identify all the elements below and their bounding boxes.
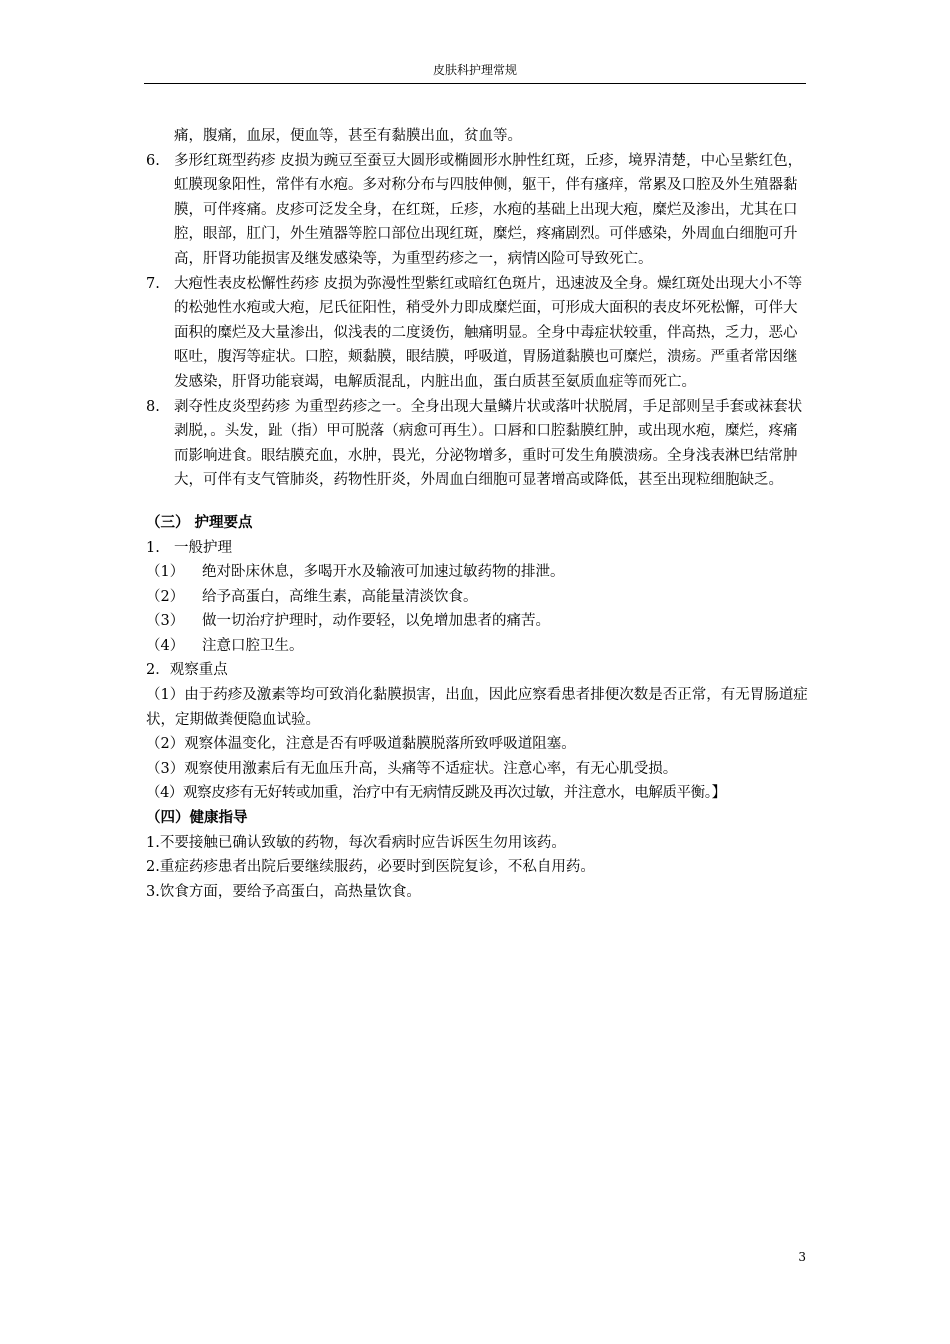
list-item-number: 8. bbox=[146, 398, 160, 415]
list-item-text: 剥夺性皮炎型药疹 为重型药疹之一。全身出现大量鳞片状或落叶状脱屑，手足部则呈手套或袜套状剥脱，。头发，趾（指）甲可脱落（病愈可再生）。口唇和口腔黏膜红肿，或出现水疱，糜烂，疼痛而影响进食。眼结膜充血，水肿，畏光，分泌物增多，重时可发生角膜溃疡。全身浅表淋巴结常肿大，可伴有支气管肺炎，药物性肝炎，外周血白细胞可显著增高或降低，甚至出现粒细胞缺乏。 bbox=[174, 398, 803, 489]
sub-item-number: （3） bbox=[146, 613, 185, 630]
observation-item: （1）由于药疹及激素等均可致消化黏膜损害，出血，因此应察看患者排便次数是否正常，有无胃肠道症状，定期做粪便隐血试验。 bbox=[146, 687, 808, 728]
health-section-heading: （四）健康指导 bbox=[146, 809, 248, 827]
health-item: 3.饮食方面，要给予高蛋白，高热量饮食。 bbox=[146, 883, 421, 900]
observation-item: （4）观察皮疹有无好转或加重，治疗中有无病情反跳及再次过敏，并注意水，电解质平衡。】 bbox=[146, 785, 726, 802]
health-item: 1.不要接触已确认致敏的药物，每次看病时应告诉医生勿用该药。 bbox=[146, 834, 566, 851]
sub-item-number: （2） bbox=[146, 588, 185, 605]
general-care-item bbox=[146, 609, 808, 634]
list-item-8 bbox=[146, 395, 808, 493]
sub-item-text: 绝对卧床休息，多喝开水及输液可加速过敏药物的排泄。 bbox=[202, 564, 565, 581]
list-item-text: 大疱性表皮松懈性药疹 皮损为弥漫性型紫红或暗红色斑片，迅速波及全身。燥红斑处出现大小不等的松弛性水疱或大疱，尼氏征阳性，稍受外力即成糜烂面，可形成大面积的表皮坏死松懈，可伴大面积的糜烂及大量渗出，似浅表的二度烫伤，触痛明显。全身中毒症状较重，伴高热，乏力，恶心呕吐，腹泻等症状。口腔，颊黏膜，眼结膜，呼吸道，胃肠道黏膜也可糜烂，溃疡。严重者常因继发感染，肝肾功能衰竭，电解质混乱，内脏出血，蛋白质甚至氨质血症等而死亡。 bbox=[174, 275, 803, 390]
page-header-title: 皮肤科护理常规 bbox=[432, 63, 517, 77]
sub-item-number: （1） bbox=[146, 564, 185, 581]
sub-item-text: 注意口腔卫生。 bbox=[202, 637, 304, 654]
sub-item-text: 给予高蛋白，高维生素，高能量清淡饮食。 bbox=[202, 588, 478, 605]
general-care-item bbox=[146, 585, 808, 610]
continuation-text: 痛，腹痛，血尿，便血等，甚至有黏膜出血，贫血等。 bbox=[174, 128, 522, 144]
page-number: 3 bbox=[798, 1250, 806, 1264]
general-care-item bbox=[146, 634, 808, 659]
observation-title: 2．观察重点 bbox=[146, 662, 228, 679]
document-body bbox=[146, 124, 808, 904]
observation-item: （3）观察使用激素后有无血压升高，头痛等不适症状。注意心率，有无心肌受损。 bbox=[146, 760, 678, 777]
list-item-7 bbox=[146, 272, 808, 395]
list-item-number: 6. bbox=[146, 152, 160, 169]
general-care-item bbox=[146, 560, 808, 585]
observation-item: （2）观察体温变化，注意是否有呼吸道黏膜脱落所致呼吸道阻塞。 bbox=[146, 736, 576, 753]
general-care-number: 1. bbox=[146, 539, 160, 556]
nursing-section-heading: （三） 护理要点 bbox=[146, 513, 253, 531]
sub-item-text: 做一切治疗护理时，动作要轻，以免增加患者的痛苦。 bbox=[202, 613, 550, 630]
health-item: 2.重症药疹患者出院后要继续服药，必要时到医院复诊，不私自用药。 bbox=[146, 859, 595, 876]
list-item-text: 多形红斑型药疹 皮损为豌豆至蚕豆大圆形或椭圆形水肿性红斑，丘疹，境界清楚，中心呈紫红色，虹膜现象阳性，常伴有水疱。多对称分布与四肢伸侧，躯干，伴有瘙痒，常累及口腔及外生殖器黏膜，可伴疼痛。皮疹可泛发全身，在红斑，丘疹，水疱的基础上出现大疱，糜烂及渗出，尤其在口腔，眼部，肛门，外生殖器等腔口部位出现红斑，糜烂，疼痛剧烈。可伴感染，外周血白细胞可升高，肝肾功能损害及继发感染等，为重型药疹之一，病情凶险可导致死亡。 bbox=[174, 152, 803, 267]
general-care-title bbox=[146, 536, 808, 561]
sub-item-number: （4） bbox=[146, 637, 185, 654]
list-item-number: 7. bbox=[146, 275, 160, 292]
list-item-6 bbox=[146, 149, 808, 272]
general-care-label: 一般护理 bbox=[174, 539, 232, 556]
header-divider bbox=[144, 83, 806, 84]
